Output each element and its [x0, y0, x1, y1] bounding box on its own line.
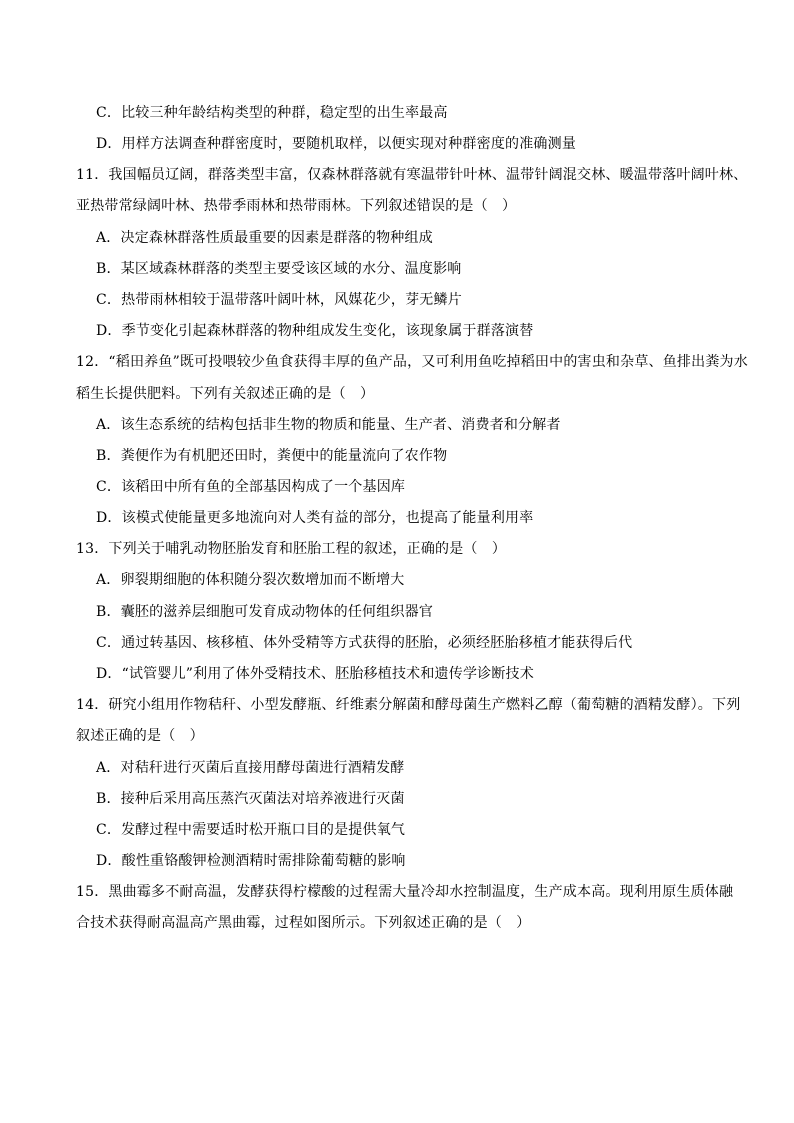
question-13-option-a: A．卵裂期细胞的体积随分裂次数增加而不断增大: [96, 572, 405, 588]
question-14-option-d: D．酸性重铬酸钾检测酒精时需排除葡萄糖的影响: [96, 853, 406, 869]
question-13-option-b: B．囊胚的滋养层细胞可发育成动物体的任何组织器官: [96, 604, 434, 620]
question-11-option-b: B．某区域森林群落的类型主要受该区域的水分、温度影响: [96, 261, 462, 277]
question-12-stem-line-2: 稻生长提供肥料。下列有关叙述正确的是（ ）: [76, 386, 375, 402]
question-14-stem-line-2: 叙述正确的是（ ）: [76, 728, 204, 744]
question-12-option-b: B．粪便作为有机肥还田时，粪便中的能量流向了农作物: [96, 448, 448, 464]
question-15-stem-line-1: 15．黑曲霉多不耐高温，发酵获得柠檬酸的过程需大量冷却水控制温度，生产成本高。现利用原生质体融: [76, 884, 734, 900]
question-10-option-d: D．用样方法调查种群密度时，要随机取样，以便实现对种群密度的准确测量: [96, 136, 577, 152]
question-13-stem: 13．下列关于哺乳动物胚胎发育和胚胎工程的叙述，正确的是（ ）: [76, 541, 507, 557]
question-14-option-b: B．接种后采用高压蒸汽灭菌法对培养液进行灭菌: [96, 791, 405, 807]
question-11-stem-line-1: 11．我国幅员辽阔，群落类型丰富，仅森林群落就有寒温带针叶林、温带针阔混交林、暖温带落叶阔叶林、: [76, 167, 748, 183]
question-12-option-d: D．该模式使能量更多地流向对人类有益的部分，也提高了能量利用率: [96, 510, 534, 526]
question-14-stem-line-1: 14．研究小组用作物秸秆、小型发酵瓶、纤维素分解菌和酵母菌生产燃料乙醇（葡萄糖的酒精发酵）。下列: [76, 697, 741, 713]
question-11-option-a: A．决定森林群落性质最重要的因素是群落的物种组成: [96, 230, 433, 246]
question-12-option-a: A．该生态系统的结构包括非生物的物质和能量、生产者、消费者和分解者: [96, 417, 561, 433]
question-14-option-a: A．对秸秆进行灭菌后直接用酵母菌进行酒精发酵: [96, 760, 405, 776]
question-11-option-c: C．热带雨林相较于温带落叶阔叶林，风媒花少，芽无鳞片: [96, 292, 462, 308]
question-11-stem-line-2: 亚热带常绿阔叶林、热带季雨林和热带雨林。下列叙述错误的是（ ）: [76, 198, 517, 214]
question-11-option-d: D．季节变化引起森林群落的物种组成发生变化，该现象属于群落演替: [96, 323, 534, 339]
question-15-stem-line-2: 合技术获得耐高温高产黑曲霉，过程如图所示。下列叙述正确的是（ ）: [76, 915, 531, 931]
question-12-option-c: C．该稻田中所有鱼的全部基因构成了一个基因库: [96, 479, 406, 495]
question-10-option-c: C．比较三种年龄结构类型的种群，稳定型的出生率最高: [96, 105, 448, 121]
question-12-stem-line-1: 12．“稻田养鱼”既可投喂较少鱼食获得丰厚的鱼产品，又可利用鱼吃掉稻田中的害虫和杂草、鱼排出粪为水: [76, 354, 748, 370]
question-14-option-c: C．发酵过程中需要适时松开瓶口目的是提供氧气: [96, 822, 406, 838]
question-13-option-d: D．“试管婴儿”利用了体外受精技术、胚胎移植技术和遗传学诊断技术: [96, 666, 534, 682]
question-13-option-c: C．通过转基因、核移植、体外受精等方式获得的胚胎，必须经胚胎移植才能获得后代: [96, 635, 633, 651]
